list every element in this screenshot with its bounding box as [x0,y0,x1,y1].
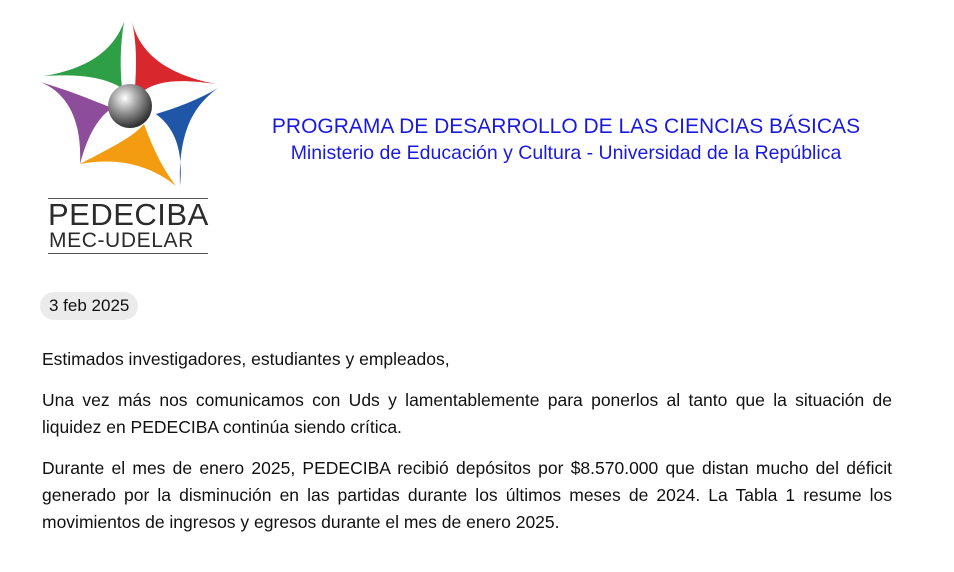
logo-name: PEDECIBA [48,197,209,232]
pedeciba-logo [36,18,226,258]
date-badge: 3 feb 2025 [40,292,138,320]
ministry-title: Ministerio de Educación y Cultura - Universidad de la República [290,142,842,164]
logo-subtitle: MEC-UDELAR [49,229,194,252]
paragraph-1: Una vez más nos comunicamos con Uds y lamentablemente para ponerlos al tanto que la situación de liquidez en PEDECIBA continúa siendo crítica. [42,390,892,437]
letterhead-titles [246,114,886,166]
letter-body [42,346,892,550]
paragraph-2: Durante el mes de enero 2025, PEDECIBA recibió depósitos por $8.570.000 que distan mucho del déficit generado por la disminución en las partidas durante los últimos meses de 2024. La Tabla 1 resume los movimientos de ingresos y egresos durante el mes de enero 2025. [42,458,892,532]
star-emblem-icon [36,18,226,198]
logo-rule-bottom [48,253,208,254]
program-title: PROGRAMA DE DESARROLLO DE LAS CIENCIAS BÁSICAS [271,115,861,138]
greeting: Estimados investigadores, estudiantes y empleados, [42,349,450,369]
